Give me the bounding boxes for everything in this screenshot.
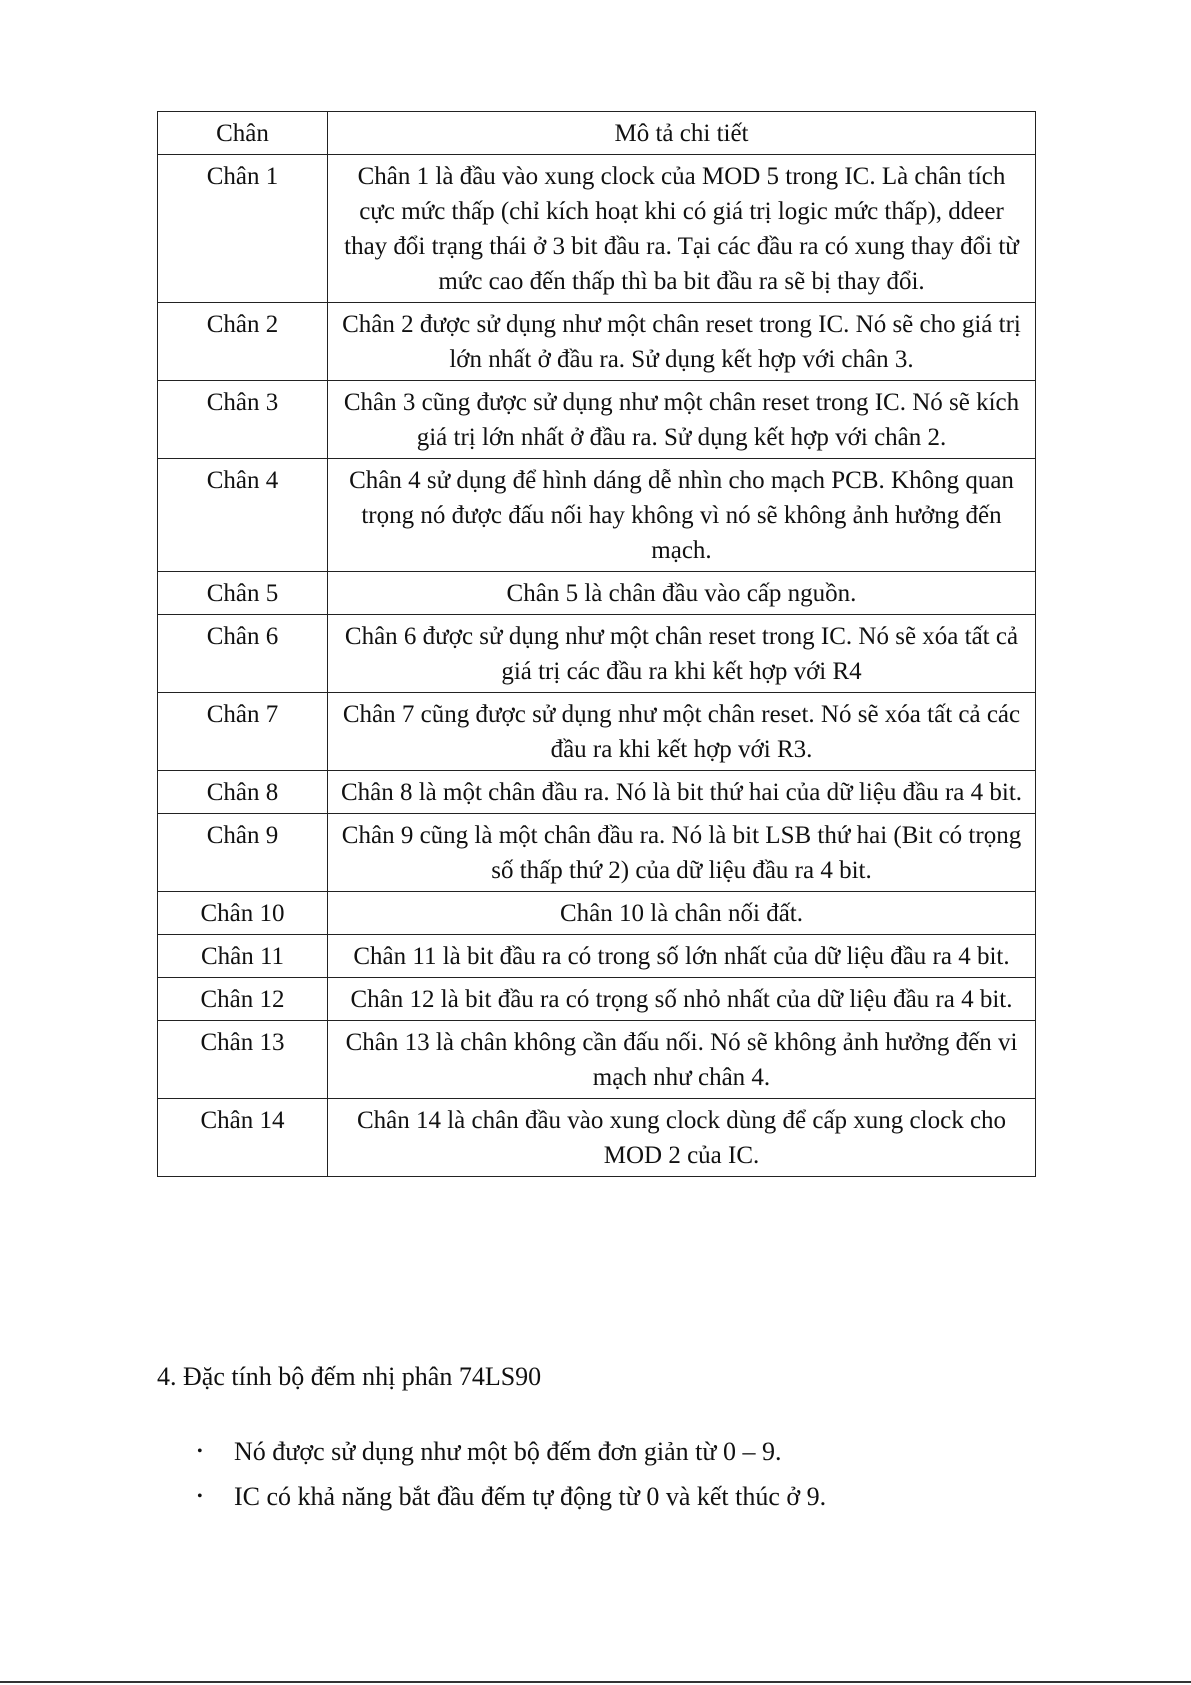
pin-cell: Chân 7 [158,693,328,771]
table-row [158,1021,1036,1099]
pin-cell: Chân 13 [158,1021,328,1099]
header-pin: Chân [158,112,328,155]
description-cell: Chân 3 cũng được sử dụng như một chân reset trong IC. Nó sẽ kích giá trị lớn nhất ở đầu ra. Sử dụng kết hợp với chân 2. [328,381,1036,459]
pin-cell: Chân 9 [158,814,328,892]
list-item [157,1480,826,1525]
description-cell: Chân 1 là đầu vào xung clock của MOD 5 trong IC. Là chân tích cực mức thấp (chỉ kích hoạt khi có giá trị logic mức thấp), ddeer thay đổi trạng thái ở 3 bit đầu ra. Tại các đầu ra có xung thay đổi từ mức cao đến thấp thì ba bit đầu ra sẽ bị thay đổi. [328,155,1036,303]
table-row [158,771,1036,814]
description-cell: Chân 9 cũng là một chân đầu ra. Nó là bit LSB thứ hai (Bit có trọng số thấp thứ 2) của dữ liệu đầu ra 4 bit. [328,814,1036,892]
table-row [158,155,1036,303]
bullet-icon: • [197,1488,203,1505]
description-cell: Chân 12 là bit đầu ra có trọng số nhỏ nhất của dữ liệu đầu ra 4 bit. [328,978,1036,1021]
table-header-row [158,112,1036,155]
pin-cell: Chân 10 [158,892,328,935]
pin-cell: Chân 14 [158,1099,328,1177]
description-cell: Chân 2 được sử dụng như một chân reset trong IC. Nó sẽ cho giá trị lớn nhất ở đầu ra. Sử dụng kết hợp với chân 3. [328,303,1036,381]
table-row [158,459,1036,572]
pin-cell: Chân 4 [158,459,328,572]
pin-cell: Chân 2 [158,303,328,381]
description-cell: Chân 7 cũng được sử dụng như một chân reset. Nó sẽ xóa tất cả các đầu ra khi kết hợp với R3. [328,693,1036,771]
table-row [158,303,1036,381]
description-cell: Chân 6 được sử dụng như một chân reset trong IC. Nó sẽ xóa tất cả giá trị các đầu ra khi kết hợp với R4 [328,615,1036,693]
description-cell: Chân 13 là chân không cần đấu nối. Nó sẽ không ảnh hưởng đến vi mạch như chân 4. [328,1021,1036,1099]
description-cell: Chân 5 là chân đầu vào cấp nguồn. [328,572,1036,615]
table-row [158,1099,1036,1177]
pin-cell: Chân 5 [158,572,328,615]
table-row [158,693,1036,771]
table-row [158,381,1036,459]
description-cell: Chân 4 sử dụng để hình dáng dễ nhìn cho mạch PCB. Không quan trọng nó được đấu nối hay không vì nó sẽ không ảnh hưởng đến mạch. [328,459,1036,572]
list-item [157,1435,826,1480]
table-row [158,892,1036,935]
pin-cell: Chân 8 [158,771,328,814]
list-item-text: IC có khả năng bắt đầu đếm tự động từ 0 và kết thúc ở 9. [234,1482,827,1511]
table-row [158,814,1036,892]
description-cell: Chân 11 là bit đầu ra có trong số lớn nhất của dữ liệu đầu ra 4 bit. [328,935,1036,978]
list-item-text: Nó được sử dụng như một bộ đếm đơn giản từ 0 – 9. [234,1437,782,1466]
table-row [158,978,1036,1021]
feature-list [157,1435,826,1525]
description-cell: Chân 14 là chân đầu vào xung clock dùng để cấp xung clock cho MOD 2 của IC. [328,1099,1036,1177]
table-row [158,615,1036,693]
pin-cell: Chân 12 [158,978,328,1021]
description-cell: Chân 8 là một chân đầu ra. Nó là bit thứ hai của dữ liệu đầu ra 4 bit. [328,771,1036,814]
header-description: Mô tả chi tiết [328,112,1036,155]
page-bottom-rule [0,1681,1191,1683]
pin-cell: Chân 11 [158,935,328,978]
description-cell: Chân 10 là chân nối đất. [328,892,1036,935]
pin-cell: Chân 6 [158,615,328,693]
table-row [158,572,1036,615]
pin-cell: Chân 1 [158,155,328,303]
pin-description-table [157,111,1036,1177]
table-body [158,155,1036,1177]
pin-cell: Chân 3 [158,381,328,459]
section-heading: 4. Đặc tính bộ đếm nhị phân 74LS90 [157,1362,542,1391]
bullet-icon: • [197,1443,203,1460]
table-row [158,935,1036,978]
